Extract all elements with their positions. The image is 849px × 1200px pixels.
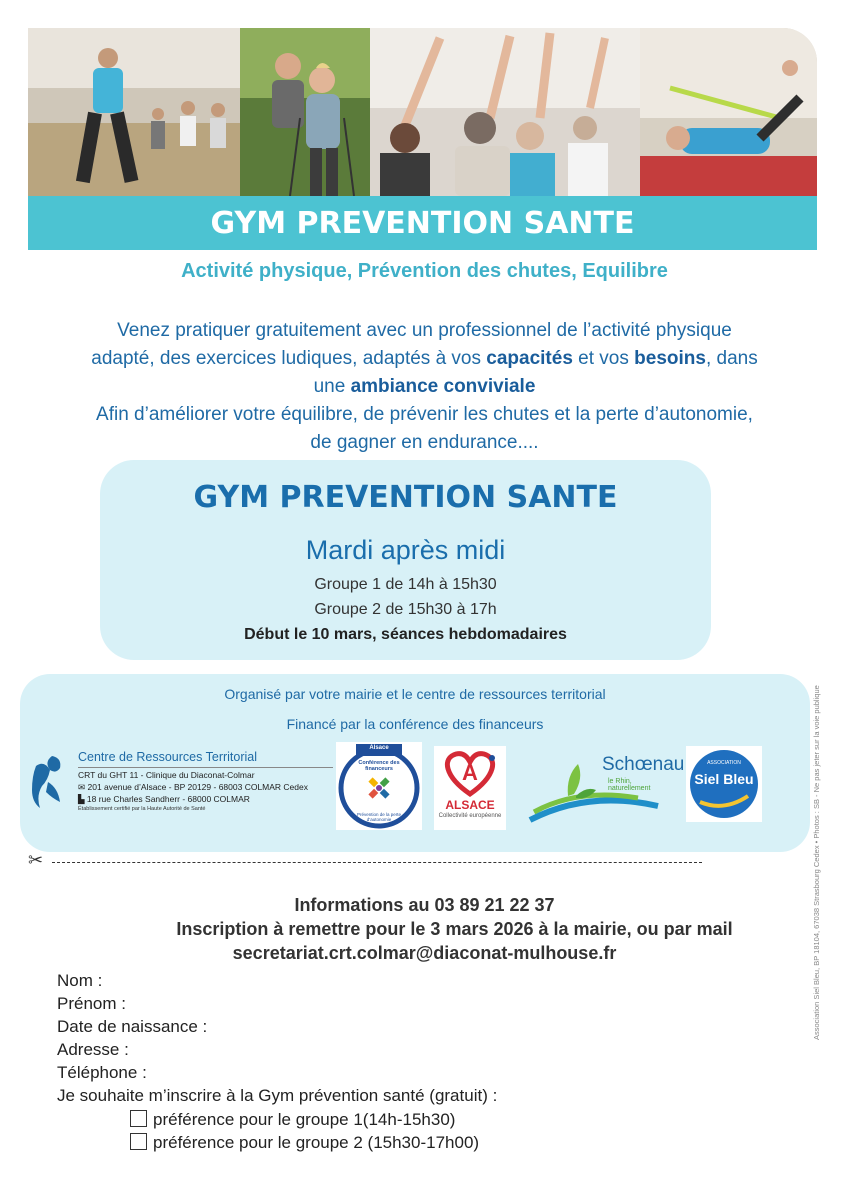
- form-naissance-label: Date de naissance :: [57, 1017, 208, 1036]
- contact-email[interactable]: secretariat.crt.colmar@diaconat-mulhouse.fr: [232, 943, 617, 963]
- photo-nordic-walking: [240, 28, 370, 196]
- intro-line-4: Afin d’améliorer votre équilibre, de prévenir les chutes et la perte d’autonomie,: [96, 404, 753, 425]
- schedule-start: Début le 10 mars, séances hebdomadaires: [244, 626, 567, 643]
- intro-text: une: [313, 376, 351, 397]
- crt-title: Centre de Ressources Territorial: [78, 750, 258, 764]
- form-adresse-label: Adresse :: [57, 1040, 129, 1059]
- photo-dance-class: [28, 28, 240, 196]
- photo-banner: [28, 28, 817, 250]
- subtitle: Activité physique, Prévention des chutes, Equilibre: [181, 260, 668, 282]
- group-1-label: préférence pour le groupe 1(14h-15h30): [153, 1110, 456, 1129]
- form-telephone-label: Téléphone :: [57, 1063, 147, 1082]
- conference-sub: Prévention de la perte d’autonomie: [356, 812, 402, 822]
- intro-text: et vos: [572, 348, 635, 369]
- alsace-name: ALSACE: [445, 798, 495, 812]
- crt-certification: Établissement certifié par la Haute Autorité de Santé: [78, 806, 206, 812]
- crt-address-2: 18 rue Charles Sandherr - 68000 COLMAR: [86, 794, 250, 804]
- schedule-box: [100, 460, 711, 660]
- mail-icon: ✉: [78, 782, 88, 792]
- group-2-checkbox[interactable]: [130, 1133, 147, 1150]
- crt-line-1: CRT du GHT 11 - Clinique du Diaconat-Colmar: [78, 770, 255, 780]
- form-souhait-label: Je souhaite m’inscrire à la Gym prévention santé (gratuit) :: [57, 1086, 498, 1105]
- crt-figure-icon: [26, 752, 70, 818]
- siel-bleu-name: Siel Bleu: [694, 771, 754, 787]
- dashed-divider: [52, 862, 702, 863]
- schedule-title: GYM PREVENTION SANTE: [193, 480, 618, 515]
- banner-title: GYM PREVENTION SANTE: [28, 196, 817, 250]
- crt-line-3: [78, 794, 250, 805]
- intro-line-3: [30, 373, 819, 401]
- financed-by: Financé par la conférence des financeurs: [286, 716, 544, 732]
- partners-box: [20, 674, 810, 852]
- schoenau-name: Schœnau: [602, 754, 685, 775]
- conference-region: Alsace: [369, 745, 389, 751]
- schedule-group-2: Groupe 2 de 15h30 à 17h: [314, 601, 497, 618]
- info-phone: Informations au 03 89 21 22 37: [294, 895, 555, 915]
- registration-deadline: Inscription à remettre pour le 3 mars 2026 à la mairie, ou par mail: [176, 919, 733, 939]
- alsace-sub: Collectivité européenne: [438, 813, 502, 819]
- crt-address: 201 avenue d’Alsace - BP 20129 - 68003 COLMAR Cedex: [87, 782, 308, 792]
- schedule-day: Mardi après midi: [305, 535, 506, 565]
- conference-name: Conférence des financeurs: [358, 760, 400, 772]
- group-2-label: préférence pour le groupe 2 (15h30-17h00): [153, 1133, 480, 1152]
- intro-emphasis: ambiance conviviale: [350, 376, 536, 397]
- alsace-heart-icon: [434, 746, 506, 798]
- intro-line-5: de gagner en endurance....: [310, 432, 539, 453]
- intro-emphasis: besoins: [634, 348, 706, 369]
- crt-line-2: [78, 782, 308, 793]
- group-2-option[interactable]: [130, 1133, 479, 1153]
- form-nom-label: Nom :: [57, 971, 103, 990]
- crt-logo-block: [26, 748, 346, 824]
- intro-text: , dans: [705, 348, 758, 369]
- building-icon: ▙: [78, 794, 87, 804]
- alsace-logo: [434, 746, 506, 830]
- organised-by: Organisé par votre mairie et le centre de ressources territorial: [224, 686, 606, 702]
- crt-divider: [78, 767, 333, 768]
- intro-line-1: Venez pratiquer gratuitement avec un professionnel de l’activité physique: [117, 320, 732, 341]
- group-1-checkbox[interactable]: [130, 1110, 147, 1127]
- cut-line: [28, 852, 718, 872]
- side-legal-text: Association Siel Bleu, BP 18104, 67038 Strasbourg Cedex • Photos : SB - Ne pas jeter sur la voie publique: [812, 685, 821, 1040]
- siel-bleu-assoc: ASSOCIATION: [707, 760, 741, 766]
- svg-text:A: A: [462, 760, 478, 785]
- conference-financeurs-logo: [336, 742, 422, 830]
- schoenau-logo: [528, 750, 685, 824]
- schoenau-sub: le Rhin, naturellement: [608, 778, 651, 792]
- photo-floor-exercise: [640, 28, 817, 196]
- group-1-option[interactable]: [130, 1110, 455, 1130]
- intro-line-2: [30, 345, 819, 373]
- form-prenom-label: Prénom :: [57, 994, 126, 1013]
- scissors-icon: ✂: [28, 850, 44, 870]
- intro-text: adapté, des exercices ludiques, adaptés à vos: [91, 348, 487, 369]
- intro-emphasis: capacités: [486, 348, 573, 369]
- photo-seated-stretching: [370, 28, 640, 196]
- siel-bleu-logo: [686, 746, 762, 822]
- schedule-group-1: Groupe 1 de 14h à 15h30: [314, 576, 497, 593]
